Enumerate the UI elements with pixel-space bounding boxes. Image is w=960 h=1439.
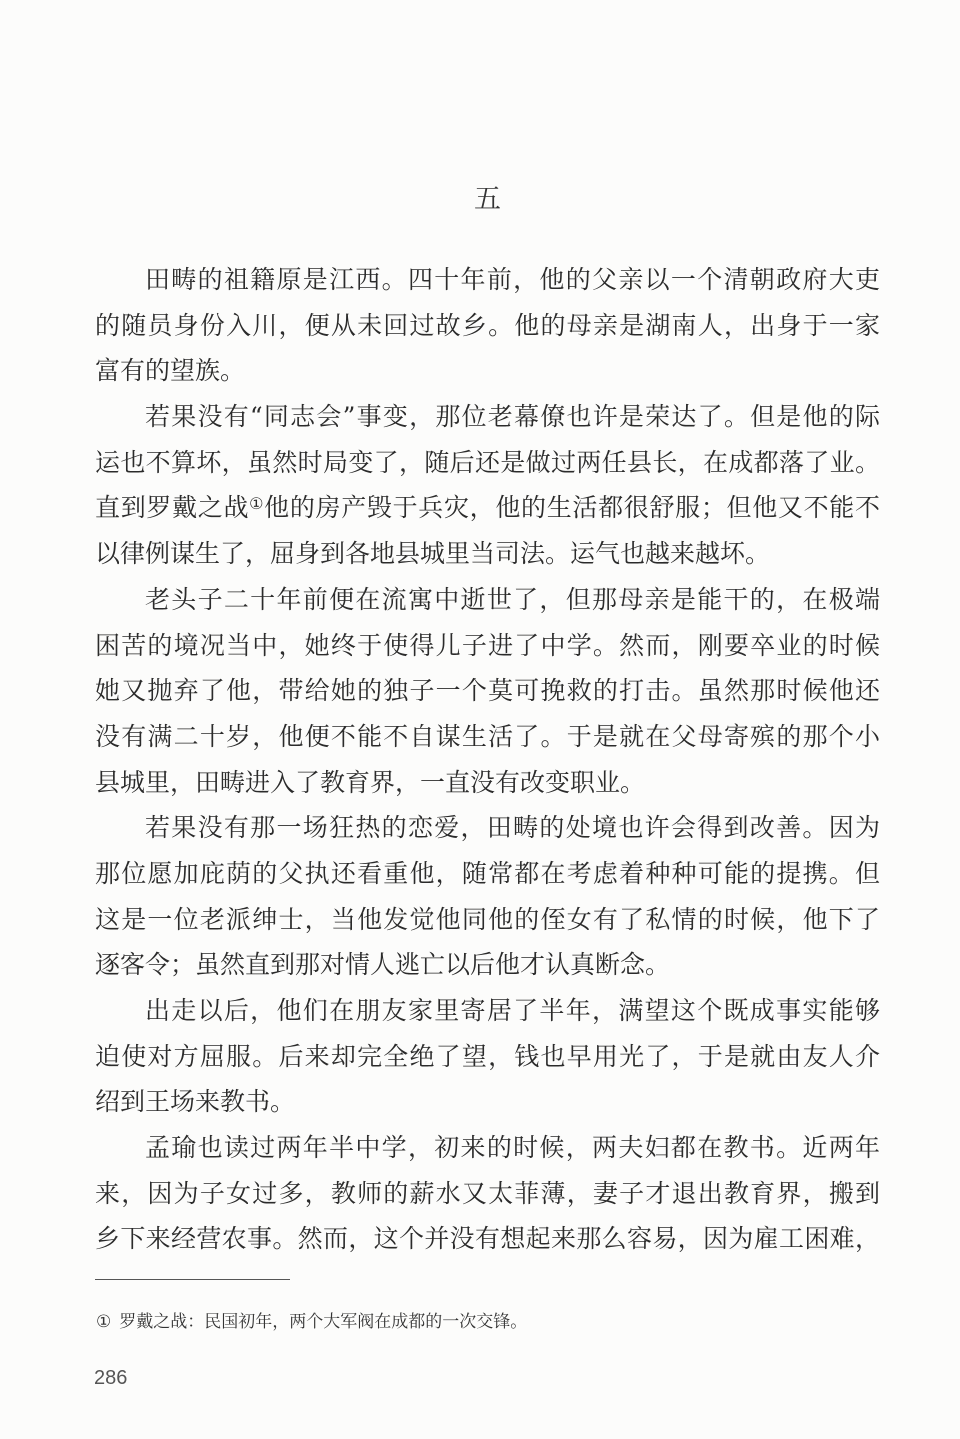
paragraph-5-line-2: 迫使对方屈服。后来却完全绝了望，钱也早用光了，于是就由友人介: [95, 1041, 880, 1071]
footnote-text: 罗戴之战：民国初年，两个大军阀在成都的一次交锋。: [119, 1312, 528, 1332]
paragraph-1-line-2: 的随员身份入川，便从未回过故乡。他的母亲是湖南人，出身于一家: [95, 310, 880, 340]
paragraph-3-line-2: 困苦的境况当中，她终于使得儿子进了中学。然而，刚要卒业的时候: [95, 630, 880, 660]
footnote: [96, 1309, 527, 1335]
paragraph-4-line-4: 逐客令；虽然直到那对情人逃亡以后他才认真断念。: [95, 950, 671, 980]
paragraph-1-line-3: 富有的望族。: [95, 356, 246, 386]
paragraph-3-line-4: 没有满二十岁，他便不能不自谋生活了。于是就在父母寄殡的那个小: [95, 721, 880, 751]
footnote-divider: [95, 1279, 290, 1280]
paragraph-2-line-3: [95, 485, 880, 531]
paragraph-6-line-3: 乡下来经营农事。然而，这个并没有想起来那么容易，因为雇工困难，: [95, 1224, 880, 1254]
paragraph-2-line-3-after: 他的房产毁于兵灾，他的生活都很舒服；但他又不能不: [264, 493, 880, 523]
paragraph-6-line-2: 来，因为子女过多，教师的薪水又太菲薄，妻子才退出教育界，搬到: [95, 1178, 880, 1208]
paragraph-4-line-2: 那位愿加庇荫的父执还看重他，随常都在考虑着种种可能的提携。但: [95, 858, 880, 888]
paragraph-1-line-1: 田畴的祖籍原是江西。四十年前，他的父亲以一个清朝政府大吏: [145, 265, 880, 294]
page-number: 286: [94, 1367, 128, 1389]
paragraph-5-line-1: 出走以后，他们在朋友家里寄居了半年，满望这个既成事实能够: [145, 996, 880, 1025]
paragraph-4-line-1: 若果没有那一场狂热的恋爱，田畴的处境也许会得到改善。因为: [145, 813, 880, 843]
paragraph-3-line-3: 她又抛弃了他，带给她的独子一个莫可挽救的打击。虽然那时候他还: [95, 676, 880, 706]
footnote-marker: ①: [96, 1312, 112, 1332]
paragraph-2-line-4: 以律例谋生了，屈身到各地县城里当司法。运气也越来越坏。: [95, 539, 771, 569]
chapter-title: 五: [474, 184, 501, 215]
paragraph-2-line-2: 运也不算坏，虽然时局变了，随后还是做过两任县长，在成都落了业。: [95, 447, 880, 477]
paragraph-6-line-1: 孟瑜也读过两年半中学，初来的时候，两夫妇都在教书。近两年: [145, 1133, 880, 1163]
paragraph-5-line-3: 绍到王场来教书。: [95, 1087, 296, 1117]
paragraph-3-line-5: 县城里，田畴进入了教育界，一直没有改变职业。: [95, 767, 646, 797]
paragraph-2-line-3-before: 直到罗戴之战: [95, 493, 250, 523]
paragraph-2-line-1: 若果没有“同志会”事变，那位老幕僚也许是荣达了。但是他的际: [145, 402, 880, 432]
body-text: [95, 257, 880, 1262]
paragraph-3-line-1: 老头子二十年前便在流寓中逝世了，但那母亲是能干的，在极端: [145, 584, 880, 614]
paragraph-4-line-3: 这是一位老派绅士，当他发觉他同他的侄女有了私情的时候，他下了: [95, 904, 880, 934]
footnote-reference: ①: [249, 494, 265, 514]
